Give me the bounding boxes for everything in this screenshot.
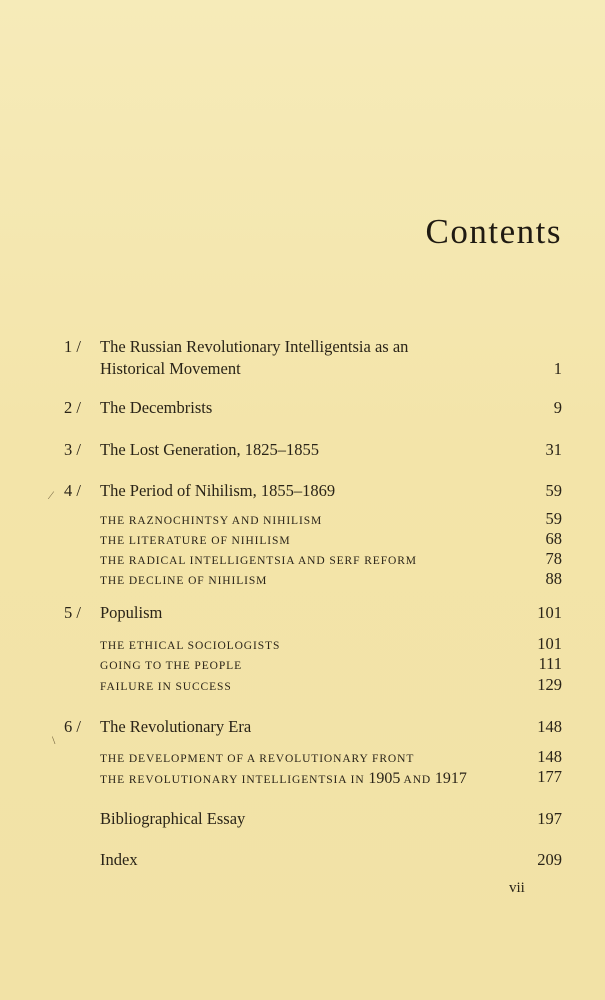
section-title: THE DECLINE OF NIHILISM bbox=[100, 575, 268, 587]
toc-section bbox=[100, 551, 562, 571]
chapter-title: The Decembrists bbox=[100, 398, 213, 417]
toc-section bbox=[100, 531, 562, 551]
section-title: THE LITERATURE OF NIHILISM bbox=[100, 535, 291, 547]
page-number: 101 bbox=[537, 634, 562, 653]
section-title bbox=[100, 770, 467, 787]
page-number: 1 bbox=[553, 359, 562, 378]
chapter-number: 1 / bbox=[64, 337, 81, 356]
section-title: FAILURE IN SUCCESS bbox=[100, 681, 232, 693]
section-title: THE DEVELOPMENT OF A REVOLUTIONARY FRONT bbox=[100, 753, 415, 765]
page-number: 148 bbox=[537, 717, 562, 736]
section-title: THE RADICAL INTELLIGENTSIA AND SERF REFORM bbox=[100, 555, 417, 567]
entry-title: Index bbox=[100, 850, 138, 869]
page-number: 129 bbox=[537, 675, 562, 694]
pencil-mark-icon: \ bbox=[52, 733, 56, 747]
chapter-title-line-2: Historical Movement bbox=[100, 359, 241, 378]
chapter-number: 6 / bbox=[64, 717, 81, 736]
chapter-number: 4 / bbox=[64, 481, 81, 500]
chapter-number: 5 / bbox=[64, 603, 81, 622]
chapter-number: 2 / bbox=[64, 398, 81, 417]
toc-section bbox=[100, 656, 562, 676]
toc-section bbox=[100, 511, 562, 531]
toc-section bbox=[100, 769, 562, 790]
year: 1917 bbox=[434, 770, 467, 787]
page-number: 88 bbox=[545, 569, 562, 588]
toc-section bbox=[100, 636, 562, 656]
page-number: 148 bbox=[537, 747, 562, 766]
chapter-title: The Revolutionary Era bbox=[100, 717, 252, 736]
page-number: 78 bbox=[545, 549, 562, 568]
page-number: 59 bbox=[545, 509, 562, 528]
page-number: 111 bbox=[538, 654, 562, 673]
section-title-part: THE REVOLUTIONARY INTELLIGENTSIA IN bbox=[100, 774, 365, 786]
chapter-title: The Period of Nihilism, 1855–1869 bbox=[100, 481, 336, 500]
page-number: 9 bbox=[553, 398, 562, 417]
page-number: 31 bbox=[545, 440, 562, 459]
year: 1905 bbox=[368, 770, 401, 787]
page-number: 209 bbox=[537, 850, 562, 869]
chapter-title-line-1: The Russian Revolutionary Intelligentsia as an bbox=[100, 337, 409, 356]
page-number: 197 bbox=[537, 809, 562, 828]
page-number: 101 bbox=[537, 603, 562, 622]
toc-section bbox=[100, 677, 562, 697]
folio: vii bbox=[509, 880, 525, 896]
entry-title: Bibliographical Essay bbox=[100, 809, 246, 828]
chapter-number: 3 / bbox=[64, 440, 81, 459]
page-number: 59 bbox=[545, 481, 562, 500]
section-title: GOING TO THE PEOPLE bbox=[100, 660, 243, 672]
chapter-title: Populism bbox=[100, 603, 163, 622]
section-title-part: AND bbox=[403, 774, 432, 786]
page-number: 68 bbox=[545, 529, 562, 548]
pencil-mark-icon: ⁄ bbox=[50, 488, 53, 502]
toc-section bbox=[100, 749, 562, 769]
section-title: THE ETHICAL SOCIOLOGISTS bbox=[100, 640, 281, 652]
toc-index bbox=[100, 849, 562, 871]
toc-bibliographical-essay bbox=[100, 808, 562, 830]
section-title: THE RAZNOCHINTSY AND NIHILISM bbox=[100, 515, 323, 527]
page-number: 177 bbox=[537, 767, 562, 786]
page-title: Contents bbox=[425, 212, 562, 251]
chapter-title: The Lost Generation, 1825–1855 bbox=[100, 440, 320, 459]
toc-section bbox=[100, 571, 562, 591]
chapter-title bbox=[100, 336, 408, 380]
